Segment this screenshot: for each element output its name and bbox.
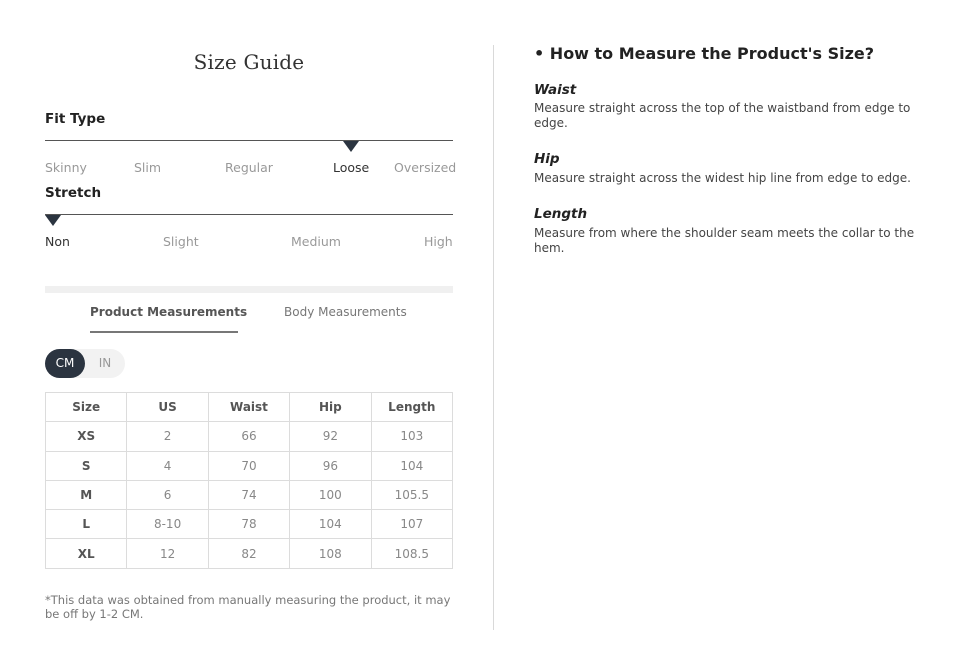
us-cell: 12 — [127, 539, 208, 568]
us-cell: 4 — [127, 451, 208, 480]
fit-type-marker-icon — [343, 141, 359, 152]
stretch-track — [45, 214, 453, 215]
size-cell: XS — [46, 422, 127, 451]
length-cell: 104 — [371, 451, 452, 480]
active-tab-indicator — [90, 331, 238, 333]
stretch-option-slight: Slight — [163, 234, 199, 249]
waist-cell: 74 — [208, 480, 289, 509]
tab-product-measurements[interactable]: Product Measurements — [90, 305, 248, 319]
measurement-footnote: *This data was obtained from manually measuring the product, it may be off by 1-2 CM. — [45, 593, 451, 621]
table-row — [46, 422, 453, 451]
us-cell: 2 — [127, 422, 208, 451]
unit-in-button[interactable]: IN — [98, 356, 112, 370]
hip-description: Measure straight across the widest hip line from edge to edge. — [534, 171, 911, 185]
hip-heading: Hip — [534, 151, 560, 167]
waist-cell: 66 — [208, 422, 289, 451]
size-table — [45, 392, 453, 569]
fit-type-option-regular: Regular — [225, 160, 273, 175]
table-row — [46, 539, 453, 568]
size-guide-panel — [45, 0, 457, 671]
stretch-marker-icon — [45, 215, 61, 226]
column-header: Length — [371, 393, 452, 422]
hip-cell: 92 — [290, 422, 371, 451]
unit-cm-button[interactable]: CM — [45, 349, 85, 378]
column-header: Hip — [290, 393, 371, 422]
waist-cell: 70 — [208, 451, 289, 480]
us-cell: 8-10 — [127, 510, 208, 539]
length-cell: 103 — [371, 422, 452, 451]
fit-type-option-oversized: Oversized — [394, 160, 457, 175]
fit-type-label: Fit Type — [45, 111, 106, 127]
fit-type-track — [45, 140, 453, 141]
us-cell: 6 — [127, 480, 208, 509]
how-to-measure-title: • How to Measure the Product's Size? — [534, 44, 875, 63]
hip-cell: 100 — [290, 480, 371, 509]
length-cell: 108.5 — [371, 539, 452, 568]
column-header: US — [127, 393, 208, 422]
column-header: Waist — [208, 393, 289, 422]
length-description: Measure from where the shoulder seam meets the collar to the hem. — [534, 226, 915, 255]
waist-cell: 82 — [208, 539, 289, 568]
column-header: Size — [46, 393, 127, 422]
fit-type-option-skinny: Skinny — [45, 160, 87, 175]
fit-type-option-slim: Slim — [134, 160, 162, 175]
waist-heading: Waist — [534, 82, 577, 98]
waist-cell: 78 — [208, 510, 289, 539]
waist-description: Measure straight across the top of the waistband from edge to edge. — [534, 101, 911, 130]
stretch-option-high: High — [424, 234, 453, 249]
hip-cell: 96 — [290, 451, 371, 480]
table-header-row — [46, 393, 453, 422]
size-cell: XL — [46, 539, 127, 568]
page-title: Size Guide — [193, 50, 305, 74]
tab-body-measurements[interactable]: Body Measurements — [284, 305, 407, 319]
stretch-option-medium: Medium — [291, 234, 341, 249]
size-cell: L — [46, 510, 127, 539]
size-cell: S — [46, 451, 127, 480]
stretch-option-non: Non — [45, 234, 70, 249]
column-divider — [493, 45, 494, 630]
length-heading: Length — [534, 206, 588, 222]
section-divider — [45, 286, 453, 293]
size-cell: M — [46, 480, 127, 509]
table-row — [46, 510, 453, 539]
unit-toggle — [45, 349, 125, 378]
hip-cell: 104 — [290, 510, 371, 539]
table-row — [46, 451, 453, 480]
length-cell: 107 — [371, 510, 452, 539]
fit-type-option-loose: Loose — [333, 160, 370, 175]
table-row — [46, 480, 453, 509]
hip-cell: 108 — [290, 539, 371, 568]
length-cell: 105.5 — [371, 480, 452, 509]
stretch-label: Stretch — [45, 185, 102, 201]
